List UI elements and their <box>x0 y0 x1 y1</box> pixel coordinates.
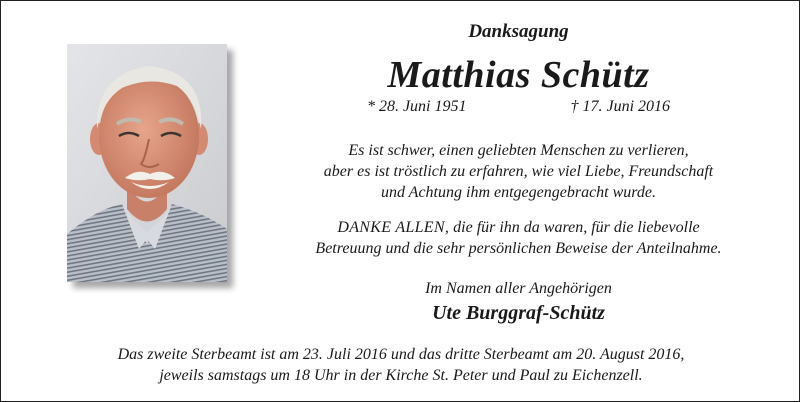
footer-line: Das zweite Sterbeamt ist am 23. Juli 2016 und das dritte Sterbeamt am 20. August 2016, <box>117 346 685 363</box>
memorial-mass-info <box>1 344 800 386</box>
signoff-text: Im Namen aller Angehörigen <box>425 280 612 297</box>
deceased-name: Matthias Schütz <box>387 54 650 96</box>
footer-line: jeweils samstags um 18 Uhr in der Kirche St. Peter und Paul zu Eichenzell. <box>159 367 643 384</box>
thanks-all-lead: DANKE ALLEN, <box>337 219 450 236</box>
thanks-paragraph-2 <box>246 217 791 259</box>
signer-name: Ute Burggraf-Schütz <box>432 302 605 324</box>
portrait-image <box>67 44 227 282</box>
portrait-photo <box>67 44 227 282</box>
birth-date: * 28. Juni 1951 <box>366 98 467 115</box>
death-date: † 17. Juni 2016 <box>570 98 671 115</box>
notice-title: Danksagung <box>468 21 569 42</box>
thanks-paragraph-1 <box>246 140 791 203</box>
paragraph-line: aber es ist tröstlich zu erfahren, wie viel Liebe, Freundschaft <box>323 163 714 180</box>
paragraph-line-rest: die für ihn da waren, für die liebevolle <box>449 219 700 236</box>
paragraph-line: Es ist schwer, einen geliebten Menschen zu verlieren, <box>348 142 689 159</box>
paragraph-line: Betreuung und die sehr persönlichen Beweise der Anteilnahme. <box>315 240 722 257</box>
life-dates <box>246 98 791 116</box>
paragraph-line: und Achtung ihm entgegengebracht wurde. <box>380 184 657 201</box>
paragraph-line <box>246 217 791 238</box>
